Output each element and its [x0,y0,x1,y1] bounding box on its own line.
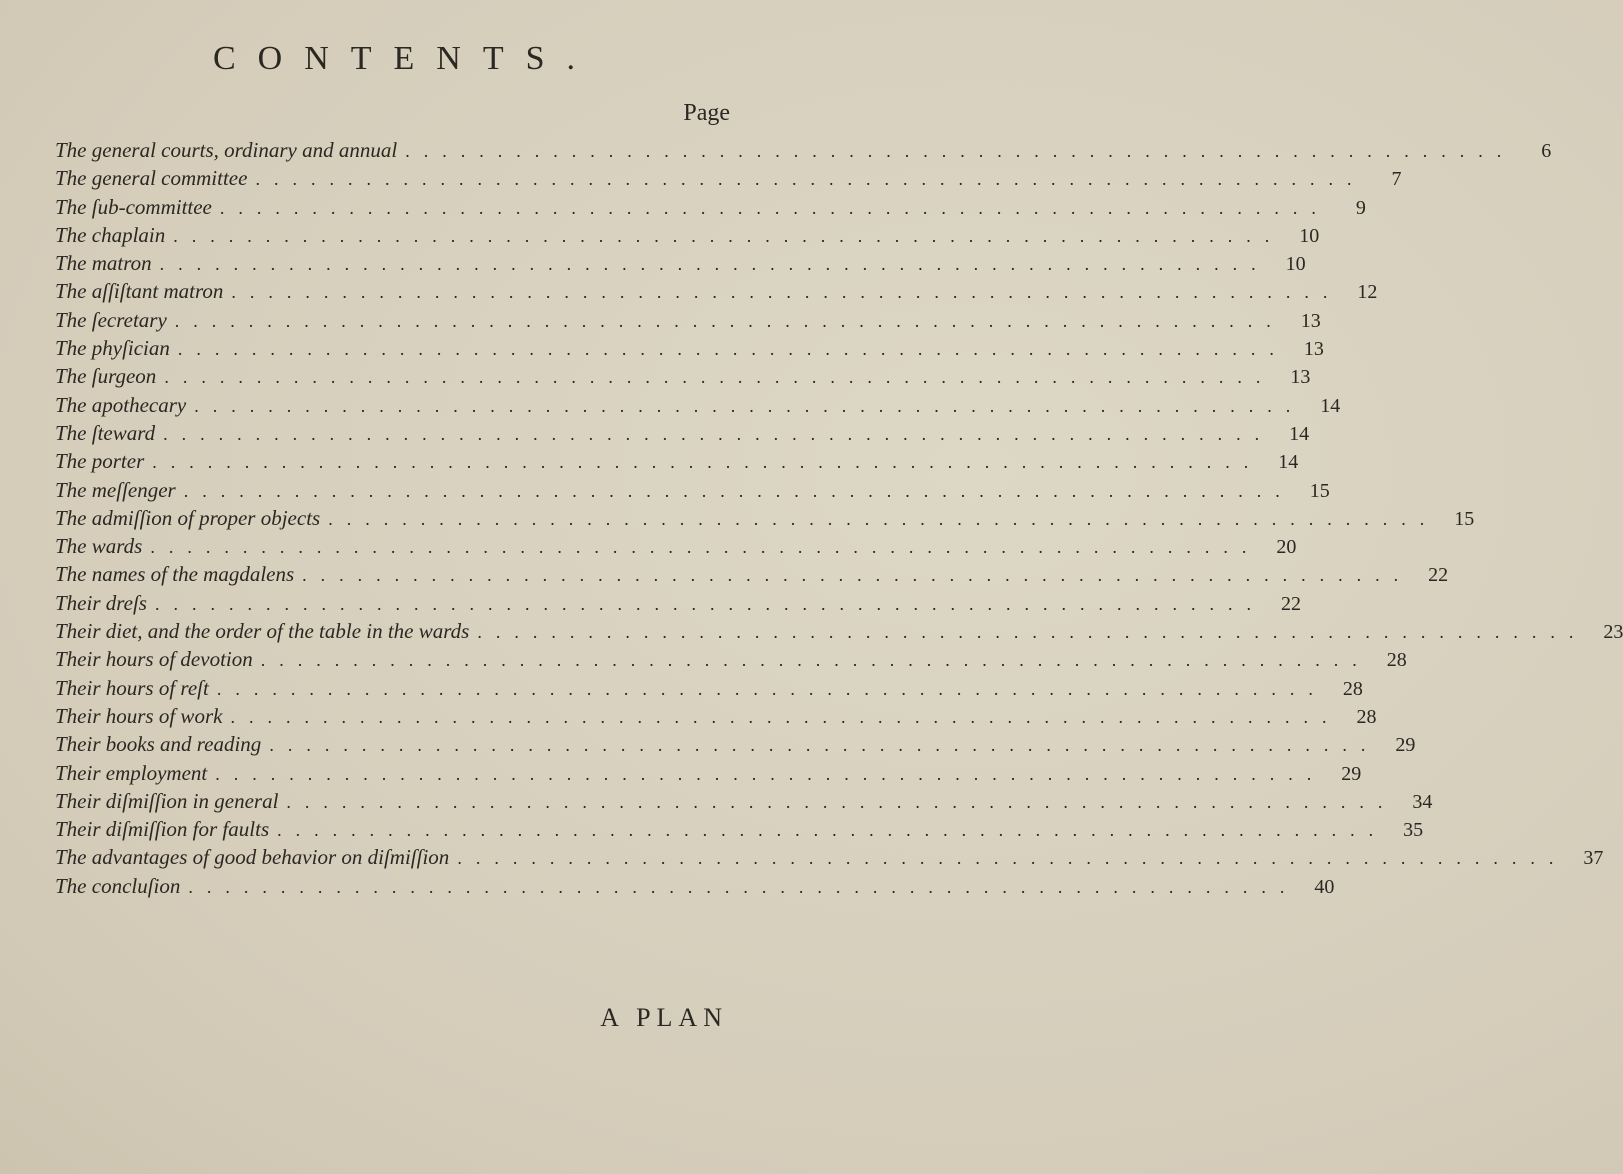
dot-leader: ............................................................ [302,565,1413,586]
toc-entry-page: 40 [1314,875,1335,898]
toc-entry [55,477,1330,506]
toc-entry-page: 28 [1342,677,1363,700]
toc-entry-title: The ſub-committee [55,194,212,219]
toc-entry-page: 9 [1355,196,1366,219]
toc-entry-page: 14 [1320,394,1341,417]
table-of-contents [55,138,1623,902]
toc-entry-title: The general courts, ordinary and annual [55,138,398,162]
toc-entry-page: 22 [1280,592,1301,615]
page-column-label: Page [683,100,730,126]
toc-entry-title: Their employment [55,760,208,785]
toc-entry-title: Their diſmiſſion in general [55,788,279,813]
toc-entry-page: 22 [1428,564,1449,587]
toc-entry [55,364,1311,392]
toc-entry-title: The aſſiſtant matron [55,279,224,304]
dot-leader: ............................................................ [173,225,1284,246]
toc-entry-title: Their dreſs [55,590,147,615]
dot-leader: ............................................................ [277,820,1388,841]
toc-entry-page: 13 [1290,366,1311,389]
toc-entry-page: 35 [1403,819,1424,842]
toc-entry [55,788,1433,817]
toc-entry [55,619,1623,647]
toc-entry [55,138,1552,166]
dot-leader: ............................................................ [405,141,1516,161]
toc-entry [55,760,1362,789]
toc-entry [55,420,1310,449]
toc-entry [55,647,1407,675]
toc-entry-title: The names of the magdalens [55,562,295,587]
toc-entry [55,336,1324,364]
dot-leader: ............................................................ [163,423,1274,444]
toc-entry-title: Their diet, and the order of the table in the wards [55,619,470,644]
dot-leader: ............................................................ [230,706,1341,727]
toc-entry-page: 23 [1603,621,1623,644]
toc-entry-page: 10 [1285,253,1306,276]
dot-leader: ............................................................ [255,169,1366,190]
toc-entry [55,279,1378,307]
toc-entry [55,534,1297,562]
toc-entry-title: The meſſenger [55,477,176,502]
toc-entry-page: 15 [1309,479,1330,502]
toc-entry-page: 6 [1541,140,1552,162]
toc-entry-page: 14 [1278,451,1299,474]
dot-leader: ............................................................ [159,254,1270,275]
toc-entry-title: The ſecretary [55,307,167,332]
toc-entry-title: The apothecary [55,392,187,417]
toc-entry [55,505,1475,534]
dot-leader: ............................................................ [164,367,1275,388]
toc-entry-page: 20 [1276,536,1297,559]
toc-entry [55,194,1366,223]
toc-entry [55,675,1363,704]
toc-entry-title: The chaplain [55,222,166,247]
toc-entry-title: The general committee [55,166,248,191]
dot-leader: ............................................................ [260,650,1371,671]
toc-entry-page: 37 [1583,847,1604,870]
toc-entry-page: 15 [1454,507,1475,530]
toc-entry-title: The phyſician [55,336,170,361]
toc-entry-title: Their books and reading [55,732,262,757]
dot-leader: ............................................................ [150,537,1261,558]
toc-entry-page: 13 [1303,338,1324,361]
dot-leader: ............................................................ [152,452,1263,473]
toc-entry [55,449,1299,477]
toc-entry [55,590,1301,619]
dot-leader: ............................................................ [269,735,1380,756]
dot-leader: ............................................................ [215,763,1326,784]
toc-entry [55,703,1377,732]
toc-entry-page: 14 [1289,422,1310,445]
toc-entry [55,392,1341,421]
toc-entry [55,732,1416,760]
dot-leader: ............................................................ [183,480,1294,501]
dot-leader: ............................................................ [231,282,1342,303]
toc-entry [55,817,1424,845]
toc-entry-title: The advantages of good behavior on diſmiſſion [55,845,450,870]
toc-entry-page: 28 [1386,649,1407,672]
dot-leader: ............................................................ [216,678,1327,699]
contents-heading: CONTENTS. [212,40,598,77]
toc-entry [55,166,1402,194]
toc-entry-title: The admiſſion of proper objects [55,505,321,530]
toc-entry-title: The matron [55,251,152,276]
toc-entry-title: The wards [55,534,143,559]
dot-leader: ............................................................ [477,622,1588,643]
dot-leader: ............................................................ [219,197,1330,218]
toc-entry-page: 13 [1300,309,1321,332]
toc-entry-title: Their hours of work [55,703,223,728]
toc-entry-title: Their diſmiſſion for faults [55,817,270,842]
toc-entry [55,251,1306,279]
toc-entry-title: The ſurgeon [55,364,157,389]
toc-entry-title: The ſteward [55,420,156,445]
toc-entry [55,222,1320,251]
toc-entry [55,307,1321,336]
toc-entry [55,845,1604,873]
dot-leader: ............................................................ [194,395,1305,416]
toc-entry-page: 7 [1391,168,1402,191]
toc-entry-page: 12 [1357,281,1378,304]
dot-leader: ............................................................ [188,876,1299,897]
toc-entry-page: 28 [1356,705,1377,728]
toc-entry-title: The porter [55,449,145,474]
toc-entry-title: The concluſion [55,873,181,898]
dot-leader: ............................................................ [174,310,1285,331]
catchword: A PLAN [600,1003,728,1032]
dot-leader: ............................................................ [457,848,1568,869]
toc-entry-page: 29 [1341,762,1362,785]
toc-entry-title: Their hours of devotion [55,647,253,672]
toc-entry [55,873,1335,902]
toc-entry-title: Their hours of reſt [55,675,209,700]
dot-leader: ............................................................ [154,593,1265,614]
dot-leader: ............................................................ [177,339,1288,360]
toc-entry [55,562,1449,590]
toc-entry-page: 34 [1412,790,1433,813]
dot-leader: ............................................................ [286,791,1397,812]
dot-leader: ............................................................ [328,508,1439,529]
toc-entry-page: 29 [1395,734,1416,757]
toc-entry-page: 10 [1299,224,1320,247]
